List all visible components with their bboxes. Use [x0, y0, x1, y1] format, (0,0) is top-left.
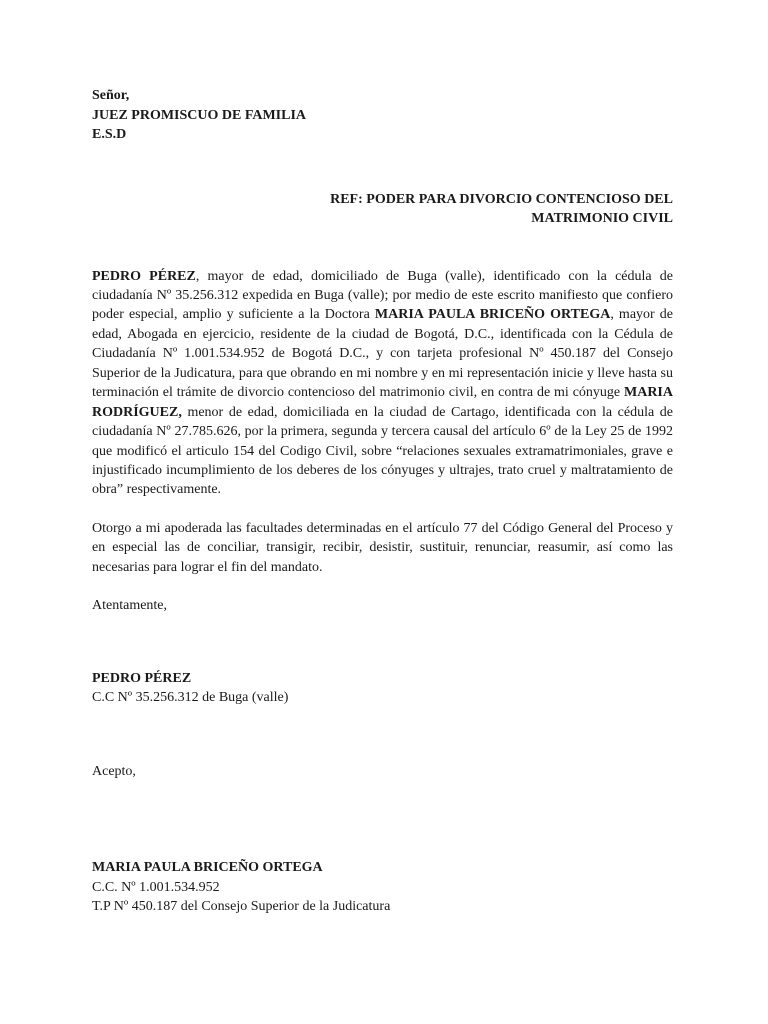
addressee-block — [92, 86, 673, 145]
document-page — [92, 86, 673, 917]
salutation: Señor, — [92, 88, 130, 103]
body-paragraph-1-part-a: , mayor de edad, domiciliado de Buga (valle), identificado con la cédula de ciudadanía Nº 35.256.312 expedida en Buga (valle); por medio de este escrito manifiesto que confiero poder especial, amplio y suficiente a la Doctora — [92, 268, 673, 323]
addressee-title: JUEZ PROMISCUO DE FAMILIA — [92, 107, 307, 123]
closing-text: Atentamente, — [92, 598, 168, 614]
esd-line: E.S.D — [92, 127, 127, 142]
attorney-signature-name: MARIA PAULA BRICEÑO ORTEGA — [92, 860, 323, 876]
attorney-signature-tp: T.P Nº 450.187 del Consejo Superior de la Judicatura — [92, 899, 391, 915]
attorney-name: MARIA PAULA BRICEÑO ORTEGA — [374, 307, 611, 323]
attorney-signature-block — [92, 858, 673, 917]
body-paragraph-2: Otorgo a mi apoderada las facultades determinadas en el artículo 77 del Código General del Proceso y en especial las de conciliar, transigir, recibir, desistir, sustituir, renunciar, reasumir, así como las necesarias para lograr el fin del mandato. — [92, 520, 673, 575]
grantor-signature-id: C.C Nº 35.256.312 de Buga (valle) — [92, 690, 289, 706]
reference-line-2: MATRIMONIO CIVIL — [531, 211, 673, 226]
acceptance-text: Acepto, — [92, 763, 136, 779]
grantor-signature-block — [92, 669, 673, 708]
body-paragraph-1 — [92, 267, 673, 500]
body-paragraph-1-part-c: menor de edad, domiciliada en la ciudad de Cartago, identificada con la cédula de ciudadanía Nº 27.785.626, por la primera, segunda y tercera causal del artículo 6º de la Ley 25 de 1992 que modificó el articulo 154 del Codigo Civil, sobre “relaciones sexuales extramatrimoniales, grave e injustificado incumplimiento de los deberes de los cónyuges y ultrajes, trato cruel y maltratamiento de obra” respectivamente. — [92, 404, 673, 498]
attorney-signature-id: C.C. Nº 1.001.534.952 — [92, 879, 220, 895]
body-paragraph-1-part-b: , mayor de edad, Abogada en ejercicio, residente de la ciudad de Bogotá, D.C., identificada con la Cédula de Ciudadanía Nº 1.001.534.952 de Bogotá D.C., y con tarjeta profesional Nº 450.187 del Consejo Superior de la Judicatura, para que obrando en mi nombre y en mi representación inicie y lleve hasta su terminación el trámite de divorcio contencioso del matrimonio civil, en contra de mi cónyuge — [92, 307, 674, 401]
grantor-name: PEDRO PÉREZ — [92, 268, 196, 284]
reference-line-1: REF: PODER PARA DIVORCIO CONTENCIOSO DEL — [330, 191, 673, 207]
reference-block — [92, 190, 673, 229]
grantor-signature-name: PEDRO PÉREZ — [92, 670, 192, 686]
spouse-name: MARIA RODRÍGUEZ, — [92, 385, 673, 420]
